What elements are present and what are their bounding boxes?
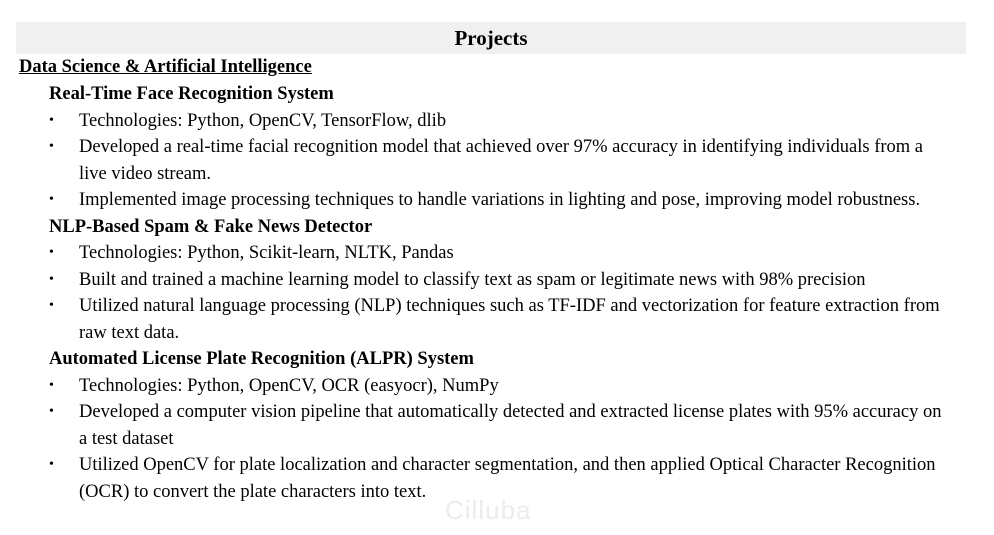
bullet-text: Implemented image processing techniques to handle variations in lighting and pose, improving model robustness.	[79, 190, 921, 210]
project-title: NLP-Based Spam & Fake News Detector	[49, 216, 373, 237]
bullet-item	[0, 267, 994, 294]
bullet-text: Developed a real-time facial recognition model that achieved over 97% accuracy in identifying individuals from a live video stream.	[79, 137, 923, 184]
bullet-text: Utilized OpenCV for plate localization and character segmentation, and then applied Optical Character Recognition (OCR) to convert the plate characters into text.	[79, 455, 936, 502]
project-title: Real-Time Face Recognition System	[49, 84, 334, 104]
bullet-list	[0, 108, 994, 214]
bullet-icon: •	[49, 457, 54, 472]
project-spam-detector	[0, 214, 994, 347]
bullet-list	[0, 373, 994, 506]
bullet-icon: •	[49, 192, 54, 207]
project-face-recognition	[0, 81, 994, 214]
bullet-item	[0, 293, 994, 346]
section-title: Projects	[16, 22, 966, 54]
bullet-list	[0, 240, 994, 346]
bullet-text: Developed a computer vision pipeline that automatically detected and extracted license plates with 95% accuracy on a test dataset	[79, 402, 942, 449]
bullet-item	[0, 187, 994, 214]
projects-list	[0, 81, 994, 505]
bullet-item	[0, 452, 994, 505]
bullet-icon: •	[49, 245, 54, 260]
category-heading: Data Science & Artificial Intelligence	[19, 57, 312, 77]
bullet-icon: •	[49, 404, 54, 419]
bullet-item	[0, 108, 994, 135]
project-title: Automated License Plate Recognition (ALPR) System	[49, 349, 474, 369]
watermark: Cilluba	[445, 495, 532, 525]
bullet-item	[0, 373, 994, 400]
bullet-icon: •	[49, 377, 54, 393]
bullet-text: Utilized natural language processing (NLP) techniques such as TF-IDF and vectorization for feature extraction from raw text data.	[79, 296, 940, 343]
project-license-plate	[0, 346, 994, 505]
bullet-item	[0, 399, 994, 452]
bullet-text: Built and trained a machine learning model to classify text as spam or legitimate news with 98% precision	[79, 269, 866, 290]
bullet-text: Technologies: Python, OpenCV, TensorFlow, dlib	[79, 110, 447, 131]
bullet-icon: •	[49, 298, 54, 313]
bullet-text: Technologies: Python, OpenCV, OCR (easyocr), NumPy	[79, 375, 499, 396]
bullet-icon: •	[49, 112, 54, 128]
bullet-icon: •	[49, 271, 54, 287]
bullet-icon: •	[49, 139, 54, 154]
bullet-text: Technologies: Python, Scikit-learn, NLTK, Pandas	[79, 243, 454, 263]
bullet-item	[0, 240, 994, 267]
bullet-item	[0, 134, 994, 187]
